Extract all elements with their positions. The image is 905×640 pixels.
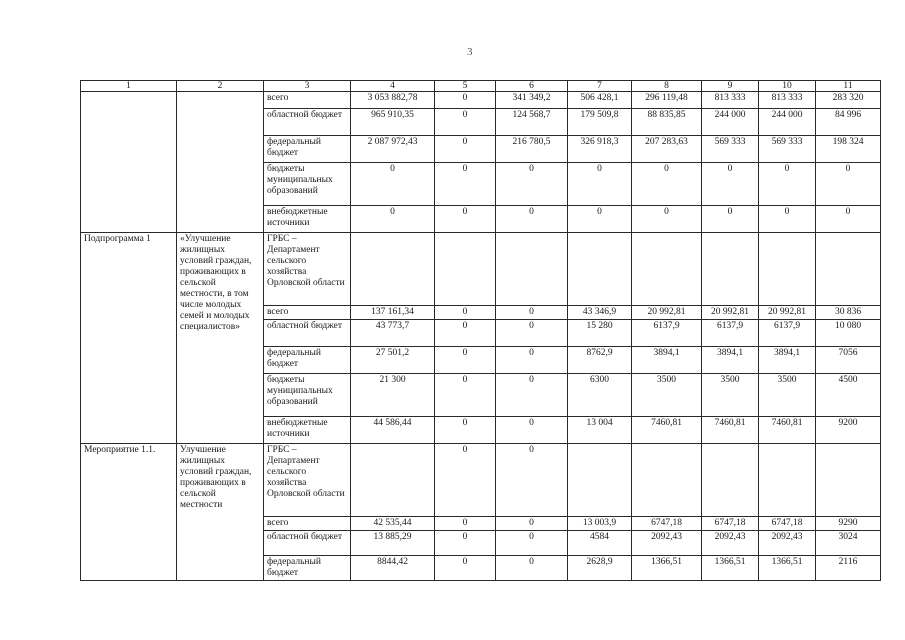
value-cell: 1366,51 bbox=[759, 556, 816, 581]
value-cell: 0 bbox=[435, 206, 496, 233]
table-row bbox=[81, 92, 881, 109]
value-cell: 0 bbox=[816, 206, 881, 233]
value-cell: 4500 bbox=[816, 374, 881, 417]
column-header: 11 bbox=[816, 81, 881, 92]
value-cell: 7056 bbox=[816, 347, 881, 374]
value-cell bbox=[496, 233, 568, 306]
program-cell bbox=[81, 92, 177, 233]
value-cell: 84 996 bbox=[816, 109, 881, 136]
column-header: 6 bbox=[496, 81, 568, 92]
value-cell: 0 bbox=[702, 206, 759, 233]
row-label: федеральный бюджет bbox=[264, 347, 351, 374]
value-cell: 0 bbox=[496, 556, 568, 581]
measure-name: Мероприятие 1.1. bbox=[81, 444, 177, 581]
value-cell: 506 428,1 bbox=[568, 92, 632, 109]
value-cell: 0 bbox=[759, 163, 816, 206]
value-cell: 179 509,8 bbox=[568, 109, 632, 136]
value-cell: 6137,9 bbox=[759, 320, 816, 347]
value-cell: 3500 bbox=[702, 374, 759, 417]
column-header: 4 bbox=[351, 81, 435, 92]
value-cell: 326 918,3 bbox=[568, 136, 632, 163]
value-cell bbox=[568, 444, 632, 517]
row-label: всего bbox=[264, 306, 351, 320]
value-cell: 0 bbox=[496, 417, 568, 444]
budget-table bbox=[80, 80, 881, 581]
value-cell: 216 780,5 bbox=[496, 136, 568, 163]
row-label: бюджеты муниципальных образований bbox=[264, 163, 351, 206]
row-label: федеральный бюджет bbox=[264, 136, 351, 163]
value-cell: 13 004 bbox=[568, 417, 632, 444]
grbs-cell: ГРБС – Департамент сельского хозяйства Орловской области bbox=[264, 444, 351, 517]
page-number: 3 bbox=[467, 46, 473, 58]
value-cell: 6747,18 bbox=[632, 517, 702, 531]
value-cell: 0 bbox=[351, 163, 435, 206]
value-cell: 296 119,48 bbox=[632, 92, 702, 109]
value-cell bbox=[568, 233, 632, 306]
value-cell: 0 bbox=[435, 556, 496, 581]
row-label: внебюджетные источники bbox=[264, 417, 351, 444]
value-cell: 21 300 bbox=[351, 374, 435, 417]
value-cell: 42 535,44 bbox=[351, 517, 435, 531]
value-cell: 341 349,2 bbox=[496, 92, 568, 109]
row-label: областной бюджет bbox=[264, 531, 351, 556]
column-header: 10 bbox=[759, 81, 816, 92]
value-cell: 2116 bbox=[816, 556, 881, 581]
value-cell: 13 003,9 bbox=[568, 517, 632, 531]
value-cell: 0 bbox=[496, 374, 568, 417]
row-label: федеральный бюджет bbox=[264, 556, 351, 581]
value-cell: 569 333 bbox=[702, 136, 759, 163]
value-cell: 13 885,29 bbox=[351, 531, 435, 556]
value-cell: 0 bbox=[435, 163, 496, 206]
value-cell: 6747,18 bbox=[702, 517, 759, 531]
grbs-cell: ГРБС – Департамент сельского хозяйства Орловской области bbox=[264, 233, 351, 306]
row-label: областной бюджет bbox=[264, 109, 351, 136]
value-cell: 9290 bbox=[816, 517, 881, 531]
value-cell: 0 bbox=[816, 163, 881, 206]
column-number-row bbox=[81, 81, 881, 92]
value-cell: 43 346,9 bbox=[568, 306, 632, 320]
value-cell: 0 bbox=[435, 531, 496, 556]
value-cell: 2 087 972,43 bbox=[351, 136, 435, 163]
value-cell: 15 280 bbox=[568, 320, 632, 347]
value-cell: 0 bbox=[496, 531, 568, 556]
row-label: всего bbox=[264, 517, 351, 531]
value-cell: 6137,9 bbox=[632, 320, 702, 347]
value-cell: 0 bbox=[435, 517, 496, 531]
value-cell bbox=[702, 444, 759, 517]
value-cell: 0 bbox=[435, 92, 496, 109]
value-cell: 0 bbox=[435, 320, 496, 347]
value-cell: 0 bbox=[496, 444, 568, 517]
program-name: Подпрограмма 1 bbox=[81, 233, 177, 444]
value-cell: 244 000 bbox=[702, 109, 759, 136]
value-cell: 7460,81 bbox=[759, 417, 816, 444]
value-cell bbox=[702, 233, 759, 306]
value-cell: 2092,43 bbox=[759, 531, 816, 556]
value-cell: 20 992,81 bbox=[702, 306, 759, 320]
value-cell: 0 bbox=[496, 320, 568, 347]
value-cell bbox=[816, 444, 881, 517]
value-cell: 27 501,2 bbox=[351, 347, 435, 374]
program-description: «Улучшение жилищных условий граждан, проживающих в сельской местности, в том числе молодых семей и молодых специалистов» bbox=[177, 233, 264, 444]
value-cell: 3 053 882,78 bbox=[351, 92, 435, 109]
value-cell: 137 161,34 bbox=[351, 306, 435, 320]
value-cell: 9200 bbox=[816, 417, 881, 444]
row-label: внебюджетные источники bbox=[264, 206, 351, 233]
value-cell: 43 773,7 bbox=[351, 320, 435, 347]
value-cell: 8762,9 bbox=[568, 347, 632, 374]
value-cell: 198 324 bbox=[816, 136, 881, 163]
value-cell: 3894,1 bbox=[632, 347, 702, 374]
column-header: 7 bbox=[568, 81, 632, 92]
value-cell: 244 000 bbox=[759, 109, 816, 136]
value-cell bbox=[759, 444, 816, 517]
value-cell: 0 bbox=[568, 206, 632, 233]
value-cell: 2628,9 bbox=[568, 556, 632, 581]
row-label: бюджеты муниципальных образований bbox=[264, 374, 351, 417]
value-cell bbox=[351, 444, 435, 517]
value-cell: 0 bbox=[496, 306, 568, 320]
value-cell: 44 586,44 bbox=[351, 417, 435, 444]
value-cell bbox=[435, 233, 496, 306]
value-cell: 7460,81 bbox=[702, 417, 759, 444]
value-cell: 6137,9 bbox=[702, 320, 759, 347]
value-cell: 0 bbox=[435, 109, 496, 136]
value-cell: 6747,18 bbox=[759, 517, 816, 531]
value-cell: 283 320 bbox=[816, 92, 881, 109]
description-cell bbox=[177, 92, 264, 233]
value-cell bbox=[632, 233, 702, 306]
column-header: 9 bbox=[702, 81, 759, 92]
table-row bbox=[81, 233, 881, 306]
value-cell: 6300 bbox=[568, 374, 632, 417]
value-cell: 0 bbox=[496, 163, 568, 206]
value-cell bbox=[759, 233, 816, 306]
value-cell: 0 bbox=[435, 136, 496, 163]
value-cell: 88 835,85 bbox=[632, 109, 702, 136]
column-header: 3 bbox=[264, 81, 351, 92]
value-cell: 4584 bbox=[568, 531, 632, 556]
column-header: 8 bbox=[632, 81, 702, 92]
value-cell: 3894,1 bbox=[759, 347, 816, 374]
value-cell bbox=[816, 233, 881, 306]
measure-description: Улучшение жилищных условий граждан, проживающих в сельской местности bbox=[177, 444, 264, 581]
value-cell: 1366,51 bbox=[632, 556, 702, 581]
value-cell: 569 333 bbox=[759, 136, 816, 163]
column-header: 5 bbox=[435, 81, 496, 92]
value-cell: 0 bbox=[435, 306, 496, 320]
value-cell: 20 992,81 bbox=[759, 306, 816, 320]
value-cell: 2092,43 bbox=[702, 531, 759, 556]
value-cell: 20 992,81 bbox=[632, 306, 702, 320]
value-cell: 3500 bbox=[632, 374, 702, 417]
value-cell: 0 bbox=[351, 206, 435, 233]
value-cell: 0 bbox=[496, 347, 568, 374]
value-cell: 0 bbox=[568, 163, 632, 206]
value-cell: 1366,51 bbox=[702, 556, 759, 581]
value-cell: 2092,43 bbox=[632, 531, 702, 556]
table-row bbox=[81, 444, 881, 517]
value-cell: 3024 bbox=[816, 531, 881, 556]
value-cell: 813 333 bbox=[702, 92, 759, 109]
value-cell: 7460,81 bbox=[632, 417, 702, 444]
value-cell: 0 bbox=[435, 444, 496, 517]
value-cell: 3894,1 bbox=[702, 347, 759, 374]
value-cell: 0 bbox=[496, 517, 568, 531]
value-cell: 124 568,7 bbox=[496, 109, 568, 136]
column-header: 2 bbox=[177, 81, 264, 92]
value-cell bbox=[351, 233, 435, 306]
value-cell: 8844,42 bbox=[351, 556, 435, 581]
value-cell: 0 bbox=[632, 163, 702, 206]
value-cell: 207 283,63 bbox=[632, 136, 702, 163]
value-cell: 813 333 bbox=[759, 92, 816, 109]
value-cell: 0 bbox=[759, 206, 816, 233]
row-label: областной бюджет bbox=[264, 320, 351, 347]
value-cell: 0 bbox=[702, 163, 759, 206]
value-cell: 0 bbox=[496, 206, 568, 233]
value-cell: 0 bbox=[435, 417, 496, 444]
value-cell: 10 080 bbox=[816, 320, 881, 347]
value-cell: 0 bbox=[632, 206, 702, 233]
column-header: 1 bbox=[81, 81, 177, 92]
row-label: всего bbox=[264, 92, 351, 109]
value-cell: 3500 bbox=[759, 374, 816, 417]
value-cell bbox=[632, 444, 702, 517]
value-cell: 30 836 bbox=[816, 306, 881, 320]
value-cell: 965 910,35 bbox=[351, 109, 435, 136]
value-cell: 0 bbox=[435, 347, 496, 374]
value-cell: 0 bbox=[435, 374, 496, 417]
